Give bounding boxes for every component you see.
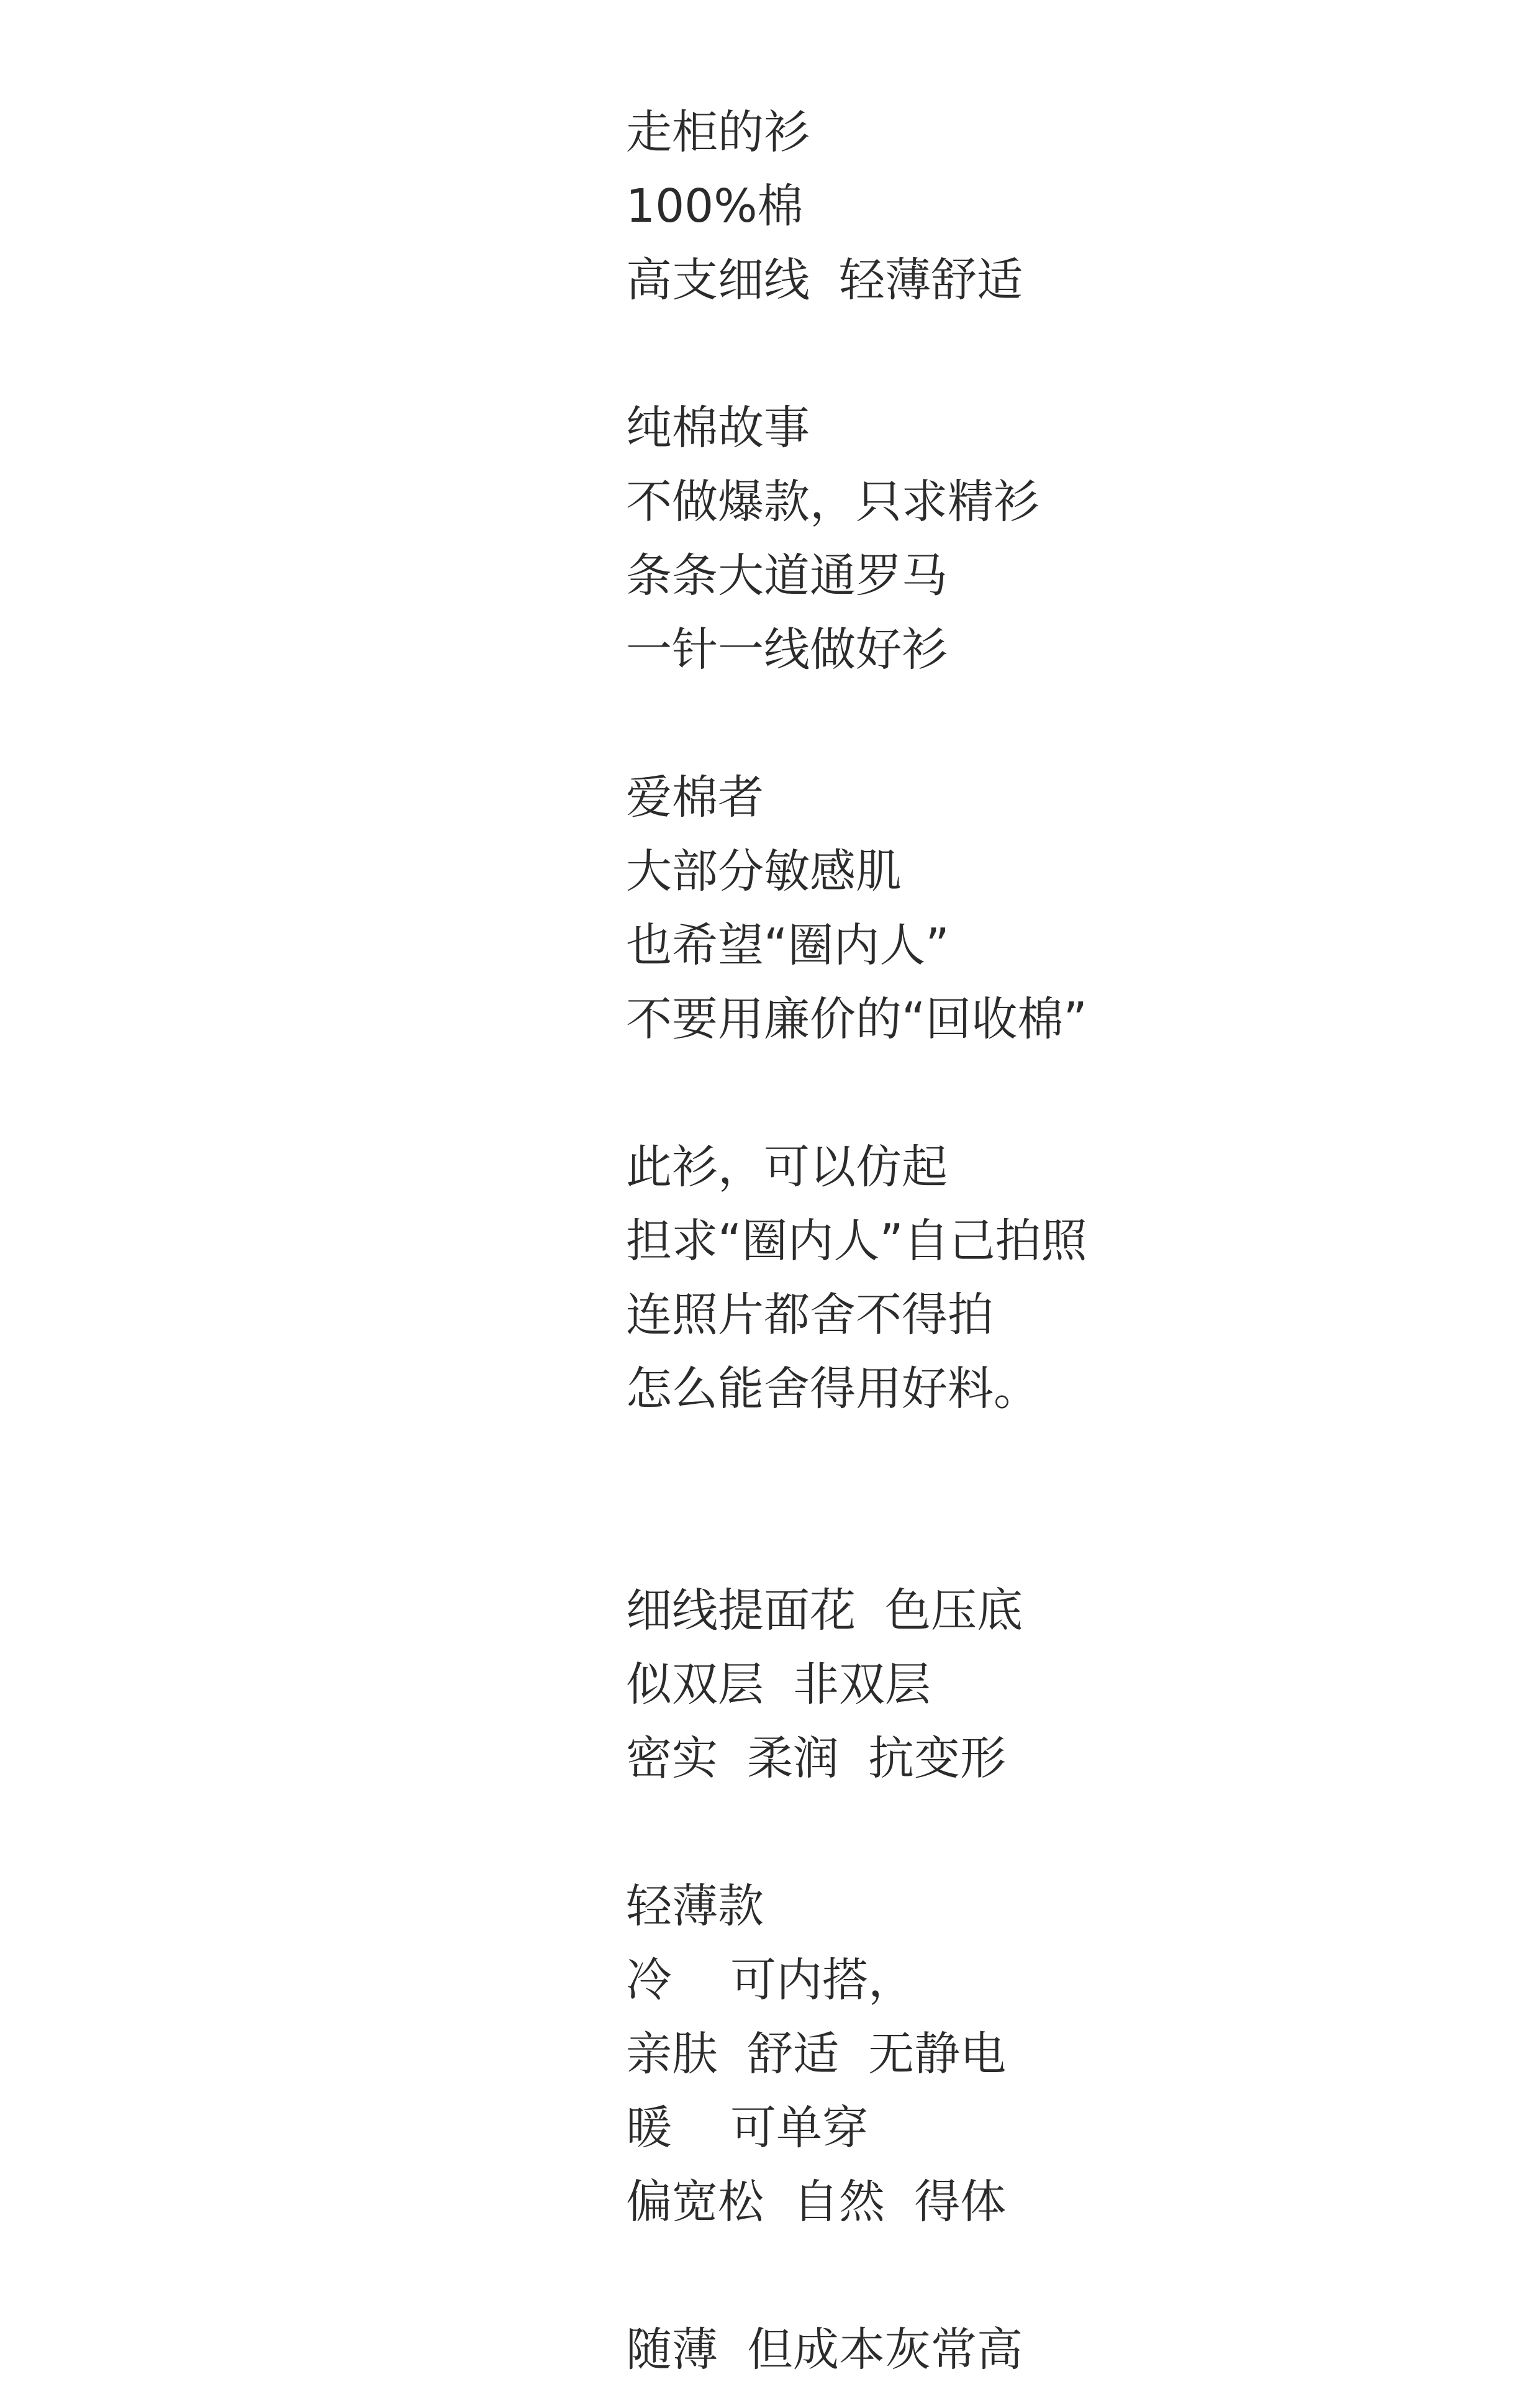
text-line: 暖 可单穿 bbox=[626, 2101, 869, 2155]
text-line: 冷 可内搭， bbox=[626, 1953, 915, 2007]
paragraph-spacer bbox=[626, 1057, 1495, 1130]
text-block-5 bbox=[626, 1574, 1495, 1796]
paragraph-spacer bbox=[626, 687, 1495, 761]
text-block-2 bbox=[626, 391, 1495, 687]
text-block-1 bbox=[626, 96, 1495, 317]
text-line: 100%棉 bbox=[626, 180, 804, 233]
text-line: 纯棉故事 bbox=[626, 401, 810, 455]
text-block-4 bbox=[626, 1130, 1495, 1426]
text-block-3 bbox=[626, 761, 1495, 1057]
text-line: 担求“圈内人”自己拍照 bbox=[626, 1214, 1087, 1268]
paragraph-spacer bbox=[626, 2239, 1495, 2313]
text-line: 不要用廉价的“回收棉” bbox=[626, 993, 1087, 1046]
text-line: 偏宽松 自然 得体 bbox=[626, 2175, 1007, 2229]
text-line: 大部分敏感肌 bbox=[626, 845, 902, 898]
text-block-6 bbox=[626, 1870, 1495, 2239]
text-line: 此衫，可以仿起 bbox=[626, 1140, 948, 1194]
text-line: 怎么能舍得用好料。 bbox=[626, 1362, 1040, 1416]
text-line: 走柜的衫 bbox=[626, 106, 810, 159]
text-line: 连照片都舍不得拍 bbox=[626, 1288, 994, 1342]
text-line: 爱棉者 bbox=[626, 771, 764, 824]
paragraph-spacer bbox=[626, 1796, 1495, 1870]
text-line: 高支细线 轻薄舒适 bbox=[626, 253, 1023, 307]
text-block-7 bbox=[626, 2313, 1495, 2387]
section-spacer bbox=[626, 1426, 1495, 1574]
text-line: 轻薄款 bbox=[626, 1880, 764, 1933]
text-line: 一针一线做好衫 bbox=[626, 623, 948, 676]
paragraph-spacer bbox=[626, 317, 1495, 391]
text-line: 细线提面花 色压底 bbox=[626, 1584, 1023, 1637]
text-line: 似双层 非双层 bbox=[626, 1658, 931, 1711]
document-body bbox=[626, 96, 1495, 2387]
text-line: 条条大道通罗马 bbox=[626, 549, 948, 602]
text-line: 也希望“圈内人” bbox=[626, 919, 949, 972]
text-line: 密实 柔润 抗变形 bbox=[626, 1732, 1007, 1785]
text-line: 亲肤 舒适 无静电 bbox=[626, 2027, 1007, 2081]
text-line: 不做爆款，只求精衫 bbox=[626, 475, 1040, 529]
text-line: 随薄 但成本灰常高 bbox=[626, 2323, 1023, 2376]
